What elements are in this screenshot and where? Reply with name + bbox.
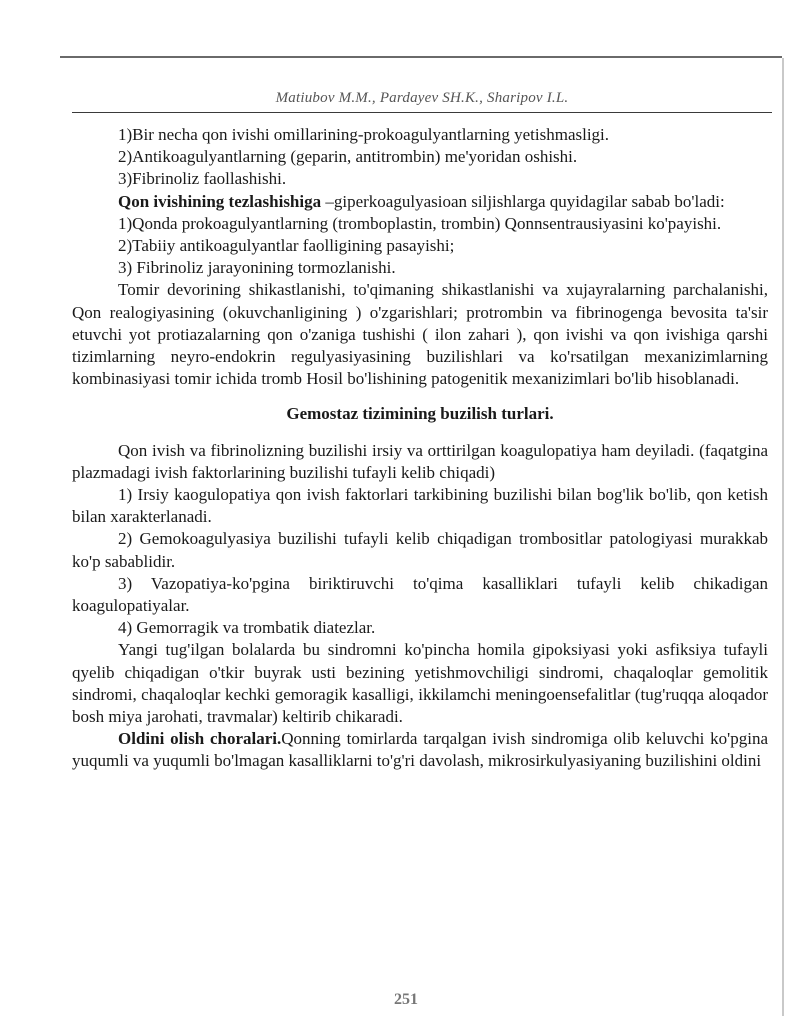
page-top-rule	[60, 56, 782, 58]
bold-lead: Oldini olish choralari.	[118, 729, 282, 749]
page-right-edge	[782, 58, 784, 1016]
paragraph: 1)Qonda prokoagulyantlarning (tromboplastin, trombin) Qonnsentrausiyasini ko'payishi.	[118, 213, 722, 233]
paragraph: 3) Fibrinoliz jarayonining tormozlanishi.	[118, 258, 396, 278]
paragraph: Qon ivish va fibrinolizning buzilishi irsiy va orttirilgan koagulopatiya ham deyiladi. (faqatgina plazmadagi ivish faktorlarining buzilishi tufayli kelib chiqadi)	[72, 440, 768, 482]
body-text	[72, 124, 768, 773]
paragraph: Tomir devorining shikastlanishi, to'qimaning shikastlanishi va xujayralarning parchalanishi, Qon realogiyasining (okuvchanligining ) o'zgarishlari; protrombin va fibrinogenga bevosita ta'sir etuvchi yot protiazalarning qon o'zaniga tushishi ( ilon zahari ), qon ivishi va qon ivishiga qarshi tizimlarning neyro-endokrin regulyasiyasining buzilishlari va ko'rsatilgan mexanizimlarning kombinasiyasi tomir ichida tromb Hosil bo'lishining patogenitik mexanizimlari bo'lib hisoblanadi.	[72, 280, 768, 389]
paragraph-rest: Qonning tomirlarda tarqalgan ivish sindromiga olib keluvchi ko'pgina yuqumli va yuqumli bo'lmagan kasalliklarni to'g'ri davolash, mikrosirkulyasiyaning buzilishini oldini	[72, 729, 768, 771]
paragraph: 4) Gemorragik va trombatik diatezlar.	[118, 618, 376, 638]
paragraph	[72, 728, 768, 772]
header-rule	[72, 112, 772, 113]
paragraph	[72, 191, 768, 213]
section-title: Gemostaz tizimining buzilish turlari.	[286, 404, 554, 424]
page-number: 251	[394, 991, 418, 1008]
paragraph-rest: –giperkoagulyasioan siljishlarga quyidagilar sabab bo'ladi:	[321, 191, 725, 211]
paragraph: 2) Gemokoagulyasiya buzilishi tufayli kelib chiqadigan trombositlar patologiyasi murakkab ko'p sabablidir.	[72, 529, 768, 571]
running-header: Matiubov M.M., Pardayev SH.K., Sharipov I.L.	[275, 90, 569, 106]
paragraph: 2)Tabiiy antikoagulyantlar faolligining pasayishi;	[118, 236, 455, 256]
paragraph: Yangi tug'ilgan bolalarda bu sindromni ko'pincha homila gipoksiyasi yoki asfiksiya tufayli qyelib chiqadigan o'tkir buyrak usti bezining yetishmovchiligi sindromi, chaqaloqlar gemolitik sindromi, chaqaloqlar kechki gemoragik kasalligi, ikkilamchi meningoensefalitlar (tug'ruqqa aloqador bosh miya jarohati, travmalar) keltirib chikaradi.	[72, 640, 768, 727]
paragraph: 3) Vazopatiya-ko'pgina biriktiruvchi to'qima kasalliklari tufayli kelib chikadigan koagulopatiyalar.	[72, 573, 768, 616]
paragraph: 3)Fibrinoliz faollashishi.	[118, 169, 287, 189]
paragraph: 1) Irsiy kaogulopatiya qon ivish faktorlari tarkibining buzilishi bilan bog'lik bo'lib, qon ketish bilan xarakterlanadi.	[72, 485, 768, 527]
paragraph: 2)Antikoagulyantlarning (geparin, antitrombin) me'yoridan oshishi.	[118, 147, 578, 167]
paragraph: 1)Bir necha qon ivishi omillarining-prokoagulyantlarning yetishmasligi.	[118, 125, 610, 144]
bold-lead: Qon ivishining tezlashishiga	[118, 191, 322, 211]
